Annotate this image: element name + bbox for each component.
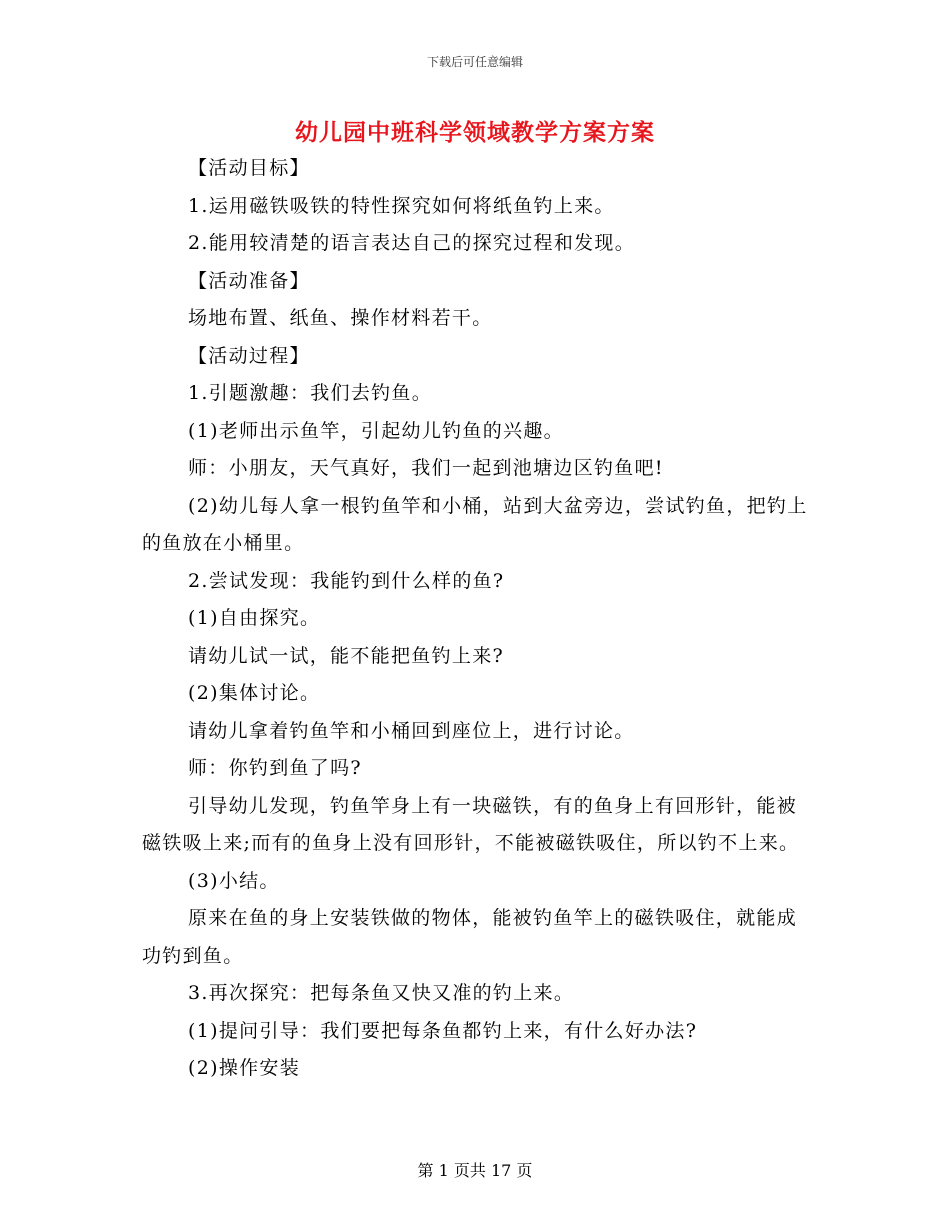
paragraph: 1.引题激趣：我们去钓鱼。 (188, 382, 433, 404)
paragraph: (2)集体讨论。 (188, 682, 321, 704)
paragraph: (1)自由探究。 (188, 607, 321, 629)
paragraph: 请幼儿试一试，能不能把鱼钓上来? (188, 644, 504, 667)
paragraph: 【活动过程】 (188, 344, 310, 367)
paragraph: (2)操作安装 (188, 1057, 301, 1079)
paragraph: 场地布置、纸鱼、操作材料若干。 (188, 307, 493, 329)
paragraph: 师：你钓到鱼了吗? (188, 757, 362, 779)
paragraph: 请幼儿拿着钓鱼竿和小桶回到座位上，进行讨论。 (188, 719, 635, 742)
paragraph: 原来在鱼的身上安装铁做的物体，能被钓鱼竿上的磁铁吸住，就能成功钓到鱼。 (142, 907, 798, 967)
paragraph: 师：小朋友，天气真好，我们一起到池塘边区钓鱼吧! (188, 457, 664, 479)
paragraph: 1.运用磁铁吸铁的特性探究如何将纸鱼钓上来。 (188, 194, 615, 217)
document-title: 幼儿园中班科学领域教学方案方案 (295, 119, 655, 146)
paragraph: 2.尝试发现：我能钓到什么样的鱼? (188, 569, 505, 592)
paragraph: 3.再次探究：把每条鱼又快又准的钓上来。 (188, 982, 575, 1004)
paragraph: (2)幼儿每人拿一根钓鱼竿和小桶，站到大盆旁边，尝试钓鱼，把钓上的鱼放在小桶里。 (142, 494, 808, 554)
page-footer: 第 1 页共 17 页 (417, 1161, 533, 1180)
paragraph: 【活动准备】 (188, 269, 310, 292)
paragraph: (1)提问引导：我们要把每条鱼都钓上来，有什么好办法? (188, 1019, 698, 1042)
paragraph: 2.能用较清楚的语言表达自己的探究过程和发现。 (188, 232, 636, 254)
paragraph: 引导幼儿发现，钓鱼竿身上有一块磁铁，有的鱼身上有回形针，能被磁铁吸上来;而有的鱼身上没有回形针，不能被磁铁吸住，所以钓不上来。 (142, 794, 800, 854)
paragraph: (3)小结。 (188, 869, 280, 892)
paragraph: (1)老师出示鱼竿，引起幼儿钓鱼的兴趣。 (188, 419, 564, 442)
header-note: 下载后可任意编辑 (426, 55, 523, 69)
paragraph: 【活动目标】 (188, 157, 310, 179)
document-body (142, 150, 810, 1088)
